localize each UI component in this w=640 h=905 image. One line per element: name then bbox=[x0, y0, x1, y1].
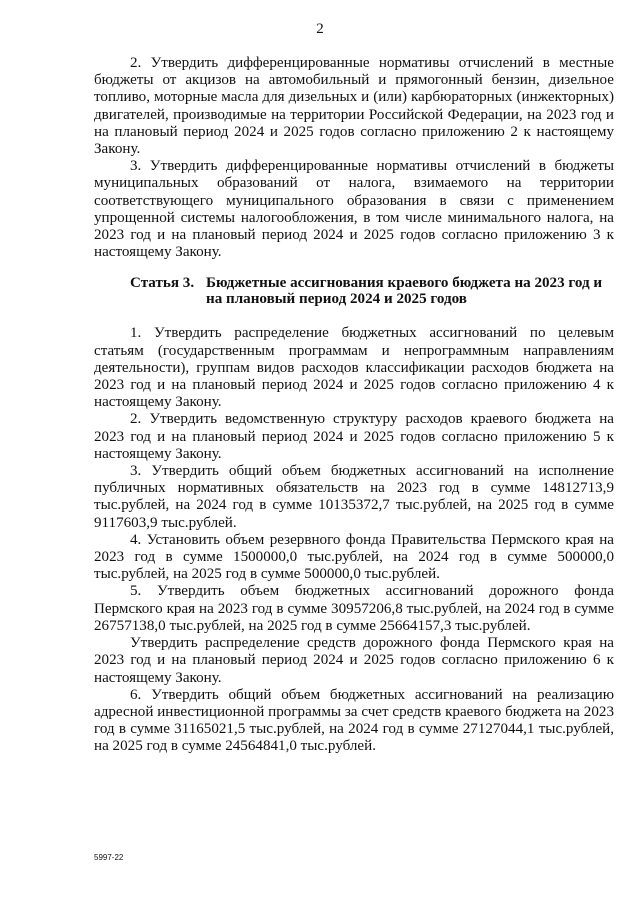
article-paragraph-4: 4. Установить объем резервного фонда Правительства Пермского края на 2023 год в сумме 1500000,0 тыс.рублей, на 2024 год в сумме 500000,0 тыс.рублей, на 2025 год в сумме 500000,0 тыс.рублей. bbox=[94, 531, 614, 583]
article-paragraph-2: 2. Утвердить ведомственную структуру расходов краевого бюджета на 2023 год и на плановый период 2024 и 2025 годов согласно приложению 5 к настоящему Закону. bbox=[94, 411, 614, 462]
article-title: Бюджетные ассигнования краевого бюджета на 2023 год и на плановый период 2024 и 2025 годов bbox=[206, 275, 603, 308]
article-paragraph-6: 6. Утвердить общий объем бюджетных ассигнований на реализацию адресной инвестиционной программы за счет средств краевого бюджета на 2023 год в сумме 31165021,5 тыс.рублей, на 2024 год в сумме 27127044,1 тыс.рублей, на 2025 год в сумме 24564841,0 тыс.рублей. bbox=[94, 686, 614, 755]
article-heading bbox=[94, 275, 614, 307]
paragraph-item-2: 2. Утвердить дифференцированные нормативы отчислений в местные бюджеты от акцизов на автомобильный и прямогонный бензин, дизельное топливо, моторные масла для дизельных и (или) карбюраторных (инжекторных) двигателей, производимые на территории Российской Федерации, на 2023 год и на плановый период 2024 и 2025 годов согласно приложению 2 к настоящему Закону. bbox=[94, 55, 614, 158]
article-paragraph-5-road-fund: Утвердить распределение средств дорожного фонда Пермского края на 2023 год и на плановый период 2024 и 2025 годов согласно приложению 6 к настоящему Закону. bbox=[94, 635, 614, 686]
article-paragraph-3: 3. Утвердить общий объем бюджетных ассигнований на исполнение публичных нормативных обязательств на 2023 год в сумме 14812713,9 тыс.рублей, на 2024 год в сумме 10135372,7 тыс.рублей, на 2025 год в сумме 9117603,9 тыс.рублей. bbox=[94, 463, 614, 531]
article-paragraph-5: 5. Утвердить объем бюджетных ассигнований дорожного фонда Пермского края на 2023 год в сумме 30957206,8 тыс.рублей, на 2024 год в сумме 26757138,0 тыс.рублей, на 2025 год в сумме 25664157,3 тыс.рублей. bbox=[94, 583, 614, 634]
page-number: 2 bbox=[316, 21, 324, 37]
paragraph-item-3: 3. Утвердить дифференцированные нормативы отчислений в бюджеты муниципальных образований от налога, взимаемого на территории соответствующего муниципального образования в связи с применением упрощенной системы налогообложения, в том числе минимального налога, на 2023 год и на плановый период 2024 и 2025 годов согласно приложению 3 к настоящему Закону. bbox=[94, 158, 614, 261]
article-paragraph-1: 1. Утвердить распределение бюджетных ассигнований по целевым статьям (государственным программам и непрограммным направлениям деятельности), группам видов расходов классификации расходов бюджета на 2023 год и на плановый период 2024 и 2025 годов согласно приложению 4 к настоящему Закону. bbox=[94, 325, 614, 411]
document-code: 5997-22 bbox=[94, 853, 124, 862]
article-number: Статья 3. bbox=[130, 275, 195, 292]
document-body bbox=[94, 55, 614, 756]
